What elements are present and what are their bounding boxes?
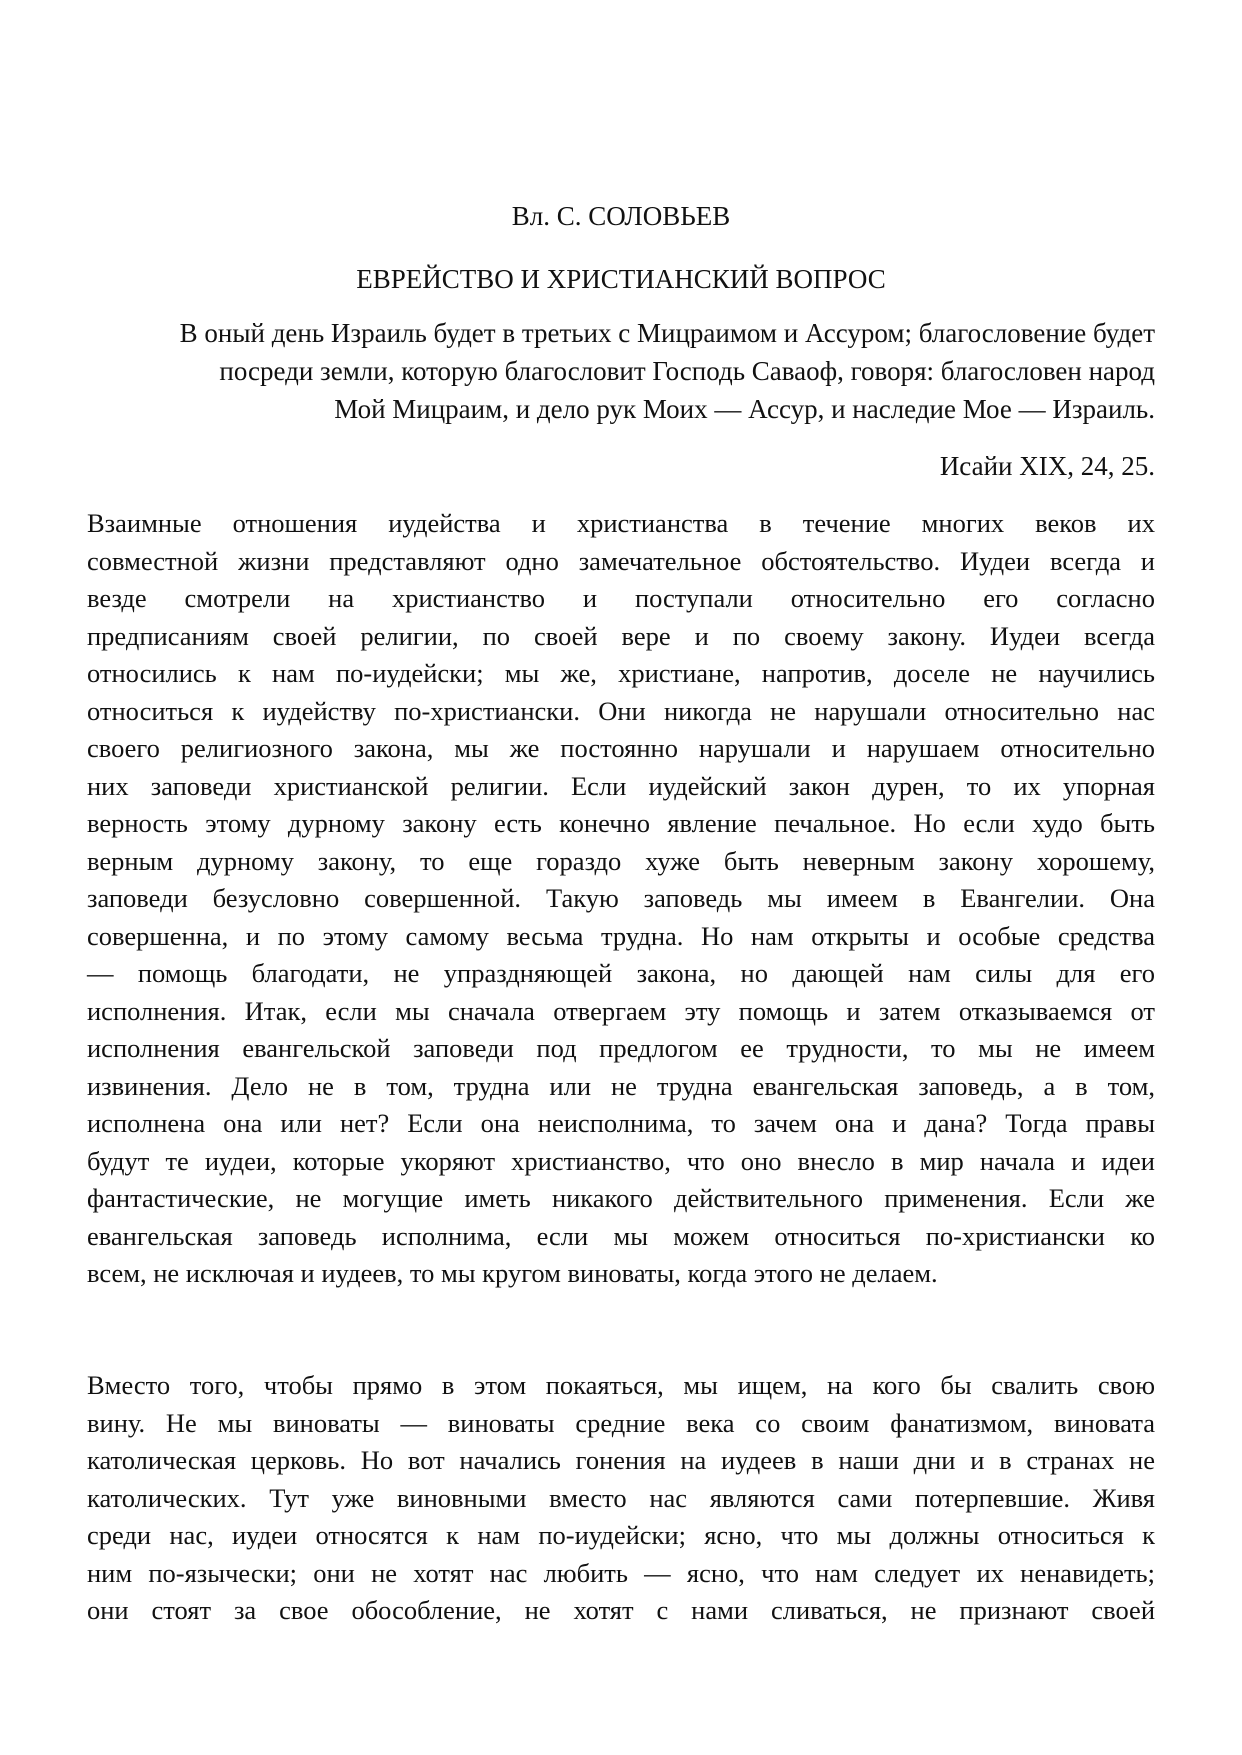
epigraph-line: Мой Мицраим, и дело рук Моих — Ассур, и наследие Мое — Израиль. <box>334 394 1155 424</box>
author-name: Вл. С. СОЛОВЬЕВ <box>511 201 731 231</box>
text-line: ним по-язычески; они не хотят нас любить — ясно, что нам следует их ненавидеть; <box>87 1557 1155 1588</box>
text-line: католическая церковь. Но вот начались гонения на иудеев в наши дни и в странах не <box>87 1445 1155 1475</box>
text-line: них заповеди христианской религии. Если иудейский закон дурен, то их упорная <box>87 770 1155 801</box>
text-line: — помощь благодати, не упраздняющей закона, но дающей нам силы для его <box>87 958 1155 988</box>
document-page <box>87 0 1155 1755</box>
text-line: католических. Тут уже виновными вместо нас являются сами потерпевшие. Живя <box>87 1482 1155 1513</box>
text-line: верным дурному закону, то еще гораздо хуже быть неверным закону хорошему, <box>87 845 1155 876</box>
text-line: своего религиозного закона, мы же постоянно нарушали и нарушаем относительно <box>87 733 1155 763</box>
epigraph-source: Исайи XIX, 24, 25. <box>939 451 1155 481</box>
text-line: среди нас, иудеи относятся к нам по-иудейски; ясно, что мы должны относиться к <box>87 1520 1155 1550</box>
text-line: везде смотрели на христианство и поступали относительно его согласно <box>87 583 1155 613</box>
epigraph <box>87 314 1155 428</box>
text-line: будут те иудеи, которые укоряют христианство, что оно внесло в мир начала и идеи <box>87 1145 1155 1176</box>
text-line: совершенна, и по этому самому весьма трудна. Но нам открыты и особые средства <box>87 920 1155 951</box>
body-paragraph-2 <box>87 1367 1155 1630</box>
text-line: всем, не исключая и иудеев, то мы кругом виноваты, когда этого не делаем. <box>87 1258 938 1288</box>
text-line: относиться к иудейству по-христиански. Они никогда не нарушали относительно нас <box>87 695 1155 726</box>
epigraph-line: посреди земли, которую благословит Господь Саваоф, говоря: благословен народ <box>219 356 1155 386</box>
text-line: относились к нам по-иудейски; мы же, христиане, напротив, доселе не научились <box>87 658 1155 688</box>
text-line: предписаниям своей религии, по своей вере и по своему закону. Иудеи всегда <box>87 620 1155 651</box>
text-line: Взаимные отношения иудейства и христианства в течение многих веков их <box>87 508 1155 538</box>
text-line: они стоят за свое обособление, не хотят с нами сливаться, не признают своей <box>87 1595 1155 1625</box>
document-title: ЕВРЕЙСТВО И ХРИСТИАНСКИЙ ВОПРОС <box>356 264 886 294</box>
text-line: фантастические, не могущие иметь никакого действительного применения. Если же <box>87 1183 1155 1213</box>
body-paragraph-1 <box>87 505 1155 1293</box>
text-line: вину. Не мы виноваты — виноваты средние века со своим фанатизмом, виновата <box>87 1407 1155 1438</box>
text-line: евангельская заповедь исполнима, если мы можем относиться по-христиански ко <box>87 1220 1155 1251</box>
text-line: исполнения. Итак, если мы сначала отвергаем эту помощь и затем отказываемся от <box>87 995 1155 1026</box>
text-line: исполнения евангельской заповеди под предлогом ее трудности, то мы не имеем <box>87 1033 1155 1063</box>
text-line: Вместо того, чтобы прямо в этом покаяться, мы ищем, на кого бы свалить свою <box>87 1370 1155 1400</box>
text-line: верность этому дурному закону есть конечно явление печальное. Но если худо быть <box>87 808 1155 838</box>
text-line: извинения. Дело не в том, трудна или не трудна евангельская заповедь, а в том, <box>87 1070 1155 1101</box>
text-line: заповеди безусловно совершенной. Такую заповедь мы имеем в Евангелии. Она <box>87 883 1155 913</box>
text-line: исполнена она или нет? Если она неисполнима, то зачем она и дана? Тогда правы <box>87 1108 1155 1138</box>
text-line: совместной жизни представляют одно замечательное обстоятельство. Иудеи всегда и <box>87 545 1155 576</box>
epigraph-line: В оный день Израиль будет в третьих с Мицраимом и Ассуром; благословение будет <box>179 318 1155 348</box>
